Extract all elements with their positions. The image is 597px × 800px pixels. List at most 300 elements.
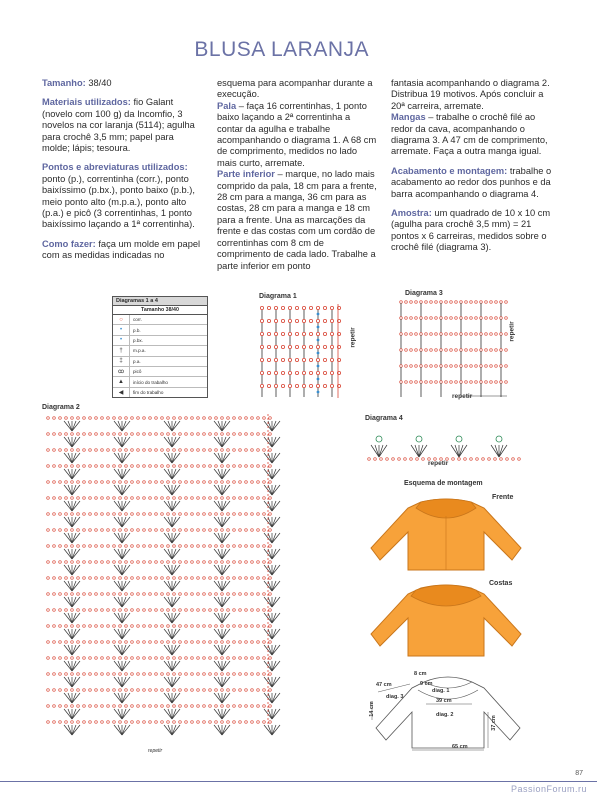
chain-mark [251,497,254,500]
chain-mark [77,545,80,548]
fan-stitch [68,501,72,511]
chain-mark [167,577,170,580]
fan-stitch [168,709,172,719]
chain-mark [251,545,254,548]
fan-stitch [268,549,272,559]
parte-text: – marque, no lado mais comprido da pala, 18 cm para a frente, 28 cm para a manga, 36 cm para as costas, 28 cm para a manga e 18 cm para a frente. Una as marcações da frente e das costas com um cordão de correntinhas com 8 cm de comprimento de cada lado. Trabalhe a parte inferior em ponto [217,169,377,271]
chain-mark [309,358,312,361]
fan-stitch [218,453,222,463]
chain-mark [209,673,212,676]
chain-mark [267,358,270,361]
chain-mark [495,301,498,304]
fan-stitch [222,517,226,527]
diag1-label: diag. 1 [432,688,450,694]
chain-mark [71,673,74,676]
fan-stitch [268,629,272,639]
fan-stitch [118,709,122,719]
parte-paragraph [217,169,377,272]
fan-stitch [72,661,76,671]
chain-mark [137,705,140,708]
chain-mark [47,433,50,436]
chain-mark [185,641,188,644]
chain-mark [430,365,433,368]
chain-mark [221,689,224,692]
chain-mark [59,417,62,420]
chain-mark [137,545,140,548]
chain-mark [113,609,116,612]
como-paragraph [42,239,202,262]
chain-mark [137,481,140,484]
fan-stitch [122,421,130,431]
fan-stitch [214,693,222,703]
chain-mark [167,449,170,452]
fan-stitch [122,453,126,463]
fan-stitch [72,565,76,575]
fan-stitch [214,661,222,671]
fan-stitch [122,437,126,447]
chain-mark [185,465,188,468]
chain-mark [260,319,263,322]
chain-mark [269,641,272,644]
materiais-paragraph [42,97,202,154]
chain-mark [77,721,80,724]
chain-mark [113,433,116,436]
fan-stitch [118,645,122,655]
chain-mark [480,381,483,384]
measure-65: 65 cm [452,744,468,750]
legend-symbol: ‡ [113,357,130,366]
fan-stitch [118,565,122,575]
chain-mark [455,349,458,352]
chain-mark [309,332,312,335]
chain-mark [77,561,80,564]
chain-mark [197,673,200,676]
chain-mark [269,673,272,676]
fan-stitch [214,565,222,575]
chain-mark [309,306,312,309]
fan-stitch [214,629,222,639]
chain-mark [173,481,176,484]
chain-mark [309,345,312,348]
fan-stitch [172,693,176,703]
chain-mark [143,513,146,516]
fan-stitch [172,485,180,495]
fan-stitch [72,421,76,431]
chain-mark [316,332,319,335]
fan-stitch [172,549,180,559]
fan-stitch [272,725,276,735]
chain-mark [53,529,56,532]
chain-mark [209,545,212,548]
fan-stitch [118,613,122,623]
chain-mark [263,513,266,516]
chain-mark [445,365,448,368]
chain-mark [89,545,92,548]
chain-mark [185,689,188,692]
chain-mark [445,333,448,336]
chain-mark [125,513,128,516]
chain-mark [119,561,122,564]
fan-stitch [64,533,72,543]
frente-label: Frente [492,494,514,501]
chain-mark [131,609,134,612]
chain-mark [185,721,188,724]
chain-mark [137,593,140,596]
chain-mark [131,673,134,676]
chain-mark [505,333,508,336]
chain-mark [161,577,164,580]
chain-mark [77,673,80,676]
fan-stitch [222,693,226,703]
fan-stitch [118,629,122,639]
chain-mark [203,705,206,708]
chain-mark [233,577,236,580]
chain-mark [137,465,140,468]
chain-mark [65,529,68,532]
fan-stitch [451,445,459,457]
chain-mark [274,319,277,322]
fan-stitch [114,613,122,623]
chain-mark [209,721,212,724]
chain-mark [420,317,423,320]
fan-stitch [72,453,76,463]
chain-mark [274,345,277,348]
chain-mark [430,333,433,336]
chain-mark [295,306,298,309]
fan-stitch [272,469,280,479]
chain-mark [149,593,152,596]
fan-stitch [172,613,176,623]
chain-mark [95,609,98,612]
chain-mark [475,365,478,368]
fan-stitch [214,469,222,479]
chain-mark [113,561,116,564]
fan-stitch [218,709,222,719]
chain-mark [113,513,116,516]
acab-paragraph [391,166,557,200]
chain-mark [257,721,260,724]
chain-mark [215,577,218,580]
chain-mark [143,481,146,484]
chain-mark [59,545,62,548]
chain-mark [167,529,170,532]
col3-intro: fantasia acompanhando o diagrama 2. Distribua 19 motivos. Após concluir a 20ª carreira, arremate. [391,78,550,111]
chain-mark [125,465,128,468]
fan-stitch [72,549,80,559]
chain-mark [209,689,212,692]
chain-mark [155,433,158,436]
repetir-label-d1: repetir [349,327,357,348]
fan-stitch [268,693,272,703]
chain-mark [209,705,212,708]
fan-stitch [218,613,222,623]
chain-mark [263,721,266,724]
chain-mark [185,433,188,436]
chain-mark [209,593,212,596]
fan-stitch [122,485,130,495]
chain-mark [113,497,116,500]
fan-stitch [172,597,176,607]
chain-mark [95,705,98,708]
repetir-label-d4: repetir [428,460,449,467]
legend-label: m.p.a. [133,348,146,354]
chain-mark [59,689,62,692]
chain-mark [107,657,110,660]
fan-stitch [222,517,230,527]
tamanho-label: Tamanho: [42,78,86,88]
fan-stitch [68,581,72,591]
chain-mark [71,705,74,708]
chain-mark [267,332,270,335]
chain-mark [445,317,448,320]
chain-mark [470,333,473,336]
chain-mark [215,625,218,628]
fan-stitch [118,693,122,703]
chain-mark [89,705,92,708]
fan-stitch [222,501,230,511]
chain-mark [119,497,122,500]
chain-mark [203,561,206,564]
chain-mark [155,465,158,468]
fan-stitch [172,517,176,527]
fan-stitch [114,469,122,479]
chain-mark [59,561,62,564]
fan-stitch [222,613,230,623]
chain-mark [113,625,116,628]
chain-mark [263,449,266,452]
fan-stitch [68,533,72,543]
chain-mark [137,417,140,420]
chain-mark [203,449,206,452]
fan-stitch [122,629,126,639]
chain-mark [149,561,152,564]
chain-mark [239,545,242,548]
chain-mark [185,577,188,580]
chain-mark [107,705,110,708]
chain-mark [475,333,478,336]
fan-stitch [172,645,180,655]
chain-mark [221,497,224,500]
chain-mark [323,319,326,322]
chain-mark [95,465,98,468]
chain-mark [260,358,263,361]
chain-mark [215,417,218,420]
fan-stitch [222,677,230,687]
chain-mark [191,433,194,436]
chain-mark [83,513,86,516]
fan-stitch [68,709,72,719]
fan-stitch [122,469,130,479]
chain-mark [405,333,408,336]
chain-mark [149,641,152,644]
chain-mark [260,306,263,309]
chain-mark [149,625,152,628]
chain-mark [119,625,122,628]
fan-stitch [68,629,72,639]
chain-mark [137,497,140,500]
fan-stitch [168,613,172,623]
chain-mark [416,458,419,461]
fan-stitch [218,485,222,495]
chain-mark [83,449,86,452]
fan-stitch [114,437,122,447]
chain-mark [53,561,56,564]
chain-mark [295,384,298,387]
fan-stitch [118,725,122,735]
chain-mark [107,417,110,420]
chain-mark [215,721,218,724]
chain-mark [480,349,483,352]
chain-mark [77,593,80,596]
fan-stitch [218,469,222,479]
chain-mark [107,593,110,596]
fan-stitch [122,517,130,527]
chain-mark [59,513,62,516]
fan-stitch [172,533,176,543]
chain-mark [65,721,68,724]
fan-stitch [419,445,427,457]
chain-mark [71,577,74,580]
chain-mark [309,384,312,387]
fan-stitch [114,533,122,543]
chain-mark [161,641,164,644]
chain-mark [71,657,74,660]
chain-mark [71,721,74,724]
chain-mark [485,301,488,304]
chain-mark [288,306,291,309]
chain-mark [125,609,128,612]
chain-mark [53,433,56,436]
diagram-2 [42,404,354,754]
chain-mark [77,577,80,580]
chain-mark [269,513,272,516]
chain-mark [119,593,122,596]
chain-mark [465,381,468,384]
fan-stitch [164,629,172,639]
chain-mark [239,577,242,580]
chain-mark [221,641,224,644]
fan-stitch [218,437,222,447]
fan-stitch [222,613,226,623]
chain-mark [95,529,98,532]
fan-stitch [222,581,226,591]
chain-mark [420,365,423,368]
fan-stitch [272,549,280,559]
fan-stitch [122,597,130,607]
measure-14: 14 cm [368,701,375,717]
chain-mark [488,458,491,461]
chain-mark [221,417,224,420]
chain-mark [167,497,170,500]
chain-mark [430,301,433,304]
pala-text: – faça 16 correntinhas, 1 ponto baixo laçando a 2ª correntinha a contar da agulha e trabalhe acompanhando o diagrama 1. A 68 cm de comprimento, medidos no lado mais curto, arremate. [217,100,377,168]
chain-mark [107,449,110,452]
chain-mark [288,371,291,374]
chain-mark [415,365,418,368]
fan-stitch [272,581,280,591]
fan-stitch [218,533,222,543]
fan-stitch [172,661,180,671]
fan-stitch [122,565,126,575]
chain-mark [167,641,170,644]
picot-mark [416,436,422,442]
fan-stitch [122,581,130,591]
chain-mark [410,381,413,384]
fan-stitch [72,469,76,479]
chain-mark [65,657,68,660]
chain-mark [400,365,403,368]
fan-stitch [272,597,280,607]
fan-stitch [168,693,172,703]
chain-mark [137,513,140,516]
fan-stitch [118,517,122,527]
chain-mark [209,641,212,644]
chain-mark [203,481,206,484]
fan-stitch [272,709,276,719]
chain-mark [83,625,86,628]
chain-mark [173,641,176,644]
chain-mark [59,641,62,644]
chain-mark [227,593,230,596]
chain-mark [47,529,50,532]
chain-mark [65,673,68,676]
chain-mark [288,358,291,361]
fan-stitch [164,533,172,543]
chain-mark [251,481,254,484]
fan-stitch [272,453,276,463]
fan-stitch [222,661,230,671]
chain-mark [83,465,86,468]
fan-stitch [272,581,276,591]
fan-stitch [72,597,80,607]
chain-mark [65,481,68,484]
chain-mark [125,497,128,500]
chain-mark [500,349,503,352]
chain-mark [257,657,260,660]
fan-stitch [118,501,122,511]
chain-mark [269,465,272,468]
fan-stitch [222,469,226,479]
chain-mark [89,673,92,676]
chain-mark [191,625,194,628]
symbol-legend [112,296,208,398]
chain-mark [380,458,383,461]
chain-mark [65,561,68,564]
diag3-label: diag. 3 [386,694,404,700]
chain-mark [65,689,68,692]
chain-mark [480,333,483,336]
fan-stitch [114,549,122,559]
chain-mark [179,545,182,548]
fan-stitch [64,501,72,511]
chain-mark [125,625,128,628]
chain-mark [197,465,200,468]
chain-mark [161,689,164,692]
chain-mark [179,465,182,468]
fan-stitch [122,533,130,543]
chain-mark [203,545,206,548]
chain-mark [245,673,248,676]
chain-mark [410,317,413,320]
fan-stitch [268,565,272,575]
chain-mark [485,381,488,384]
chain-mark [101,449,104,452]
chain-mark [53,721,56,724]
chain-mark [267,306,270,309]
fan-stitch [272,693,280,703]
chain-mark [161,625,164,628]
chain-mark [59,449,62,452]
